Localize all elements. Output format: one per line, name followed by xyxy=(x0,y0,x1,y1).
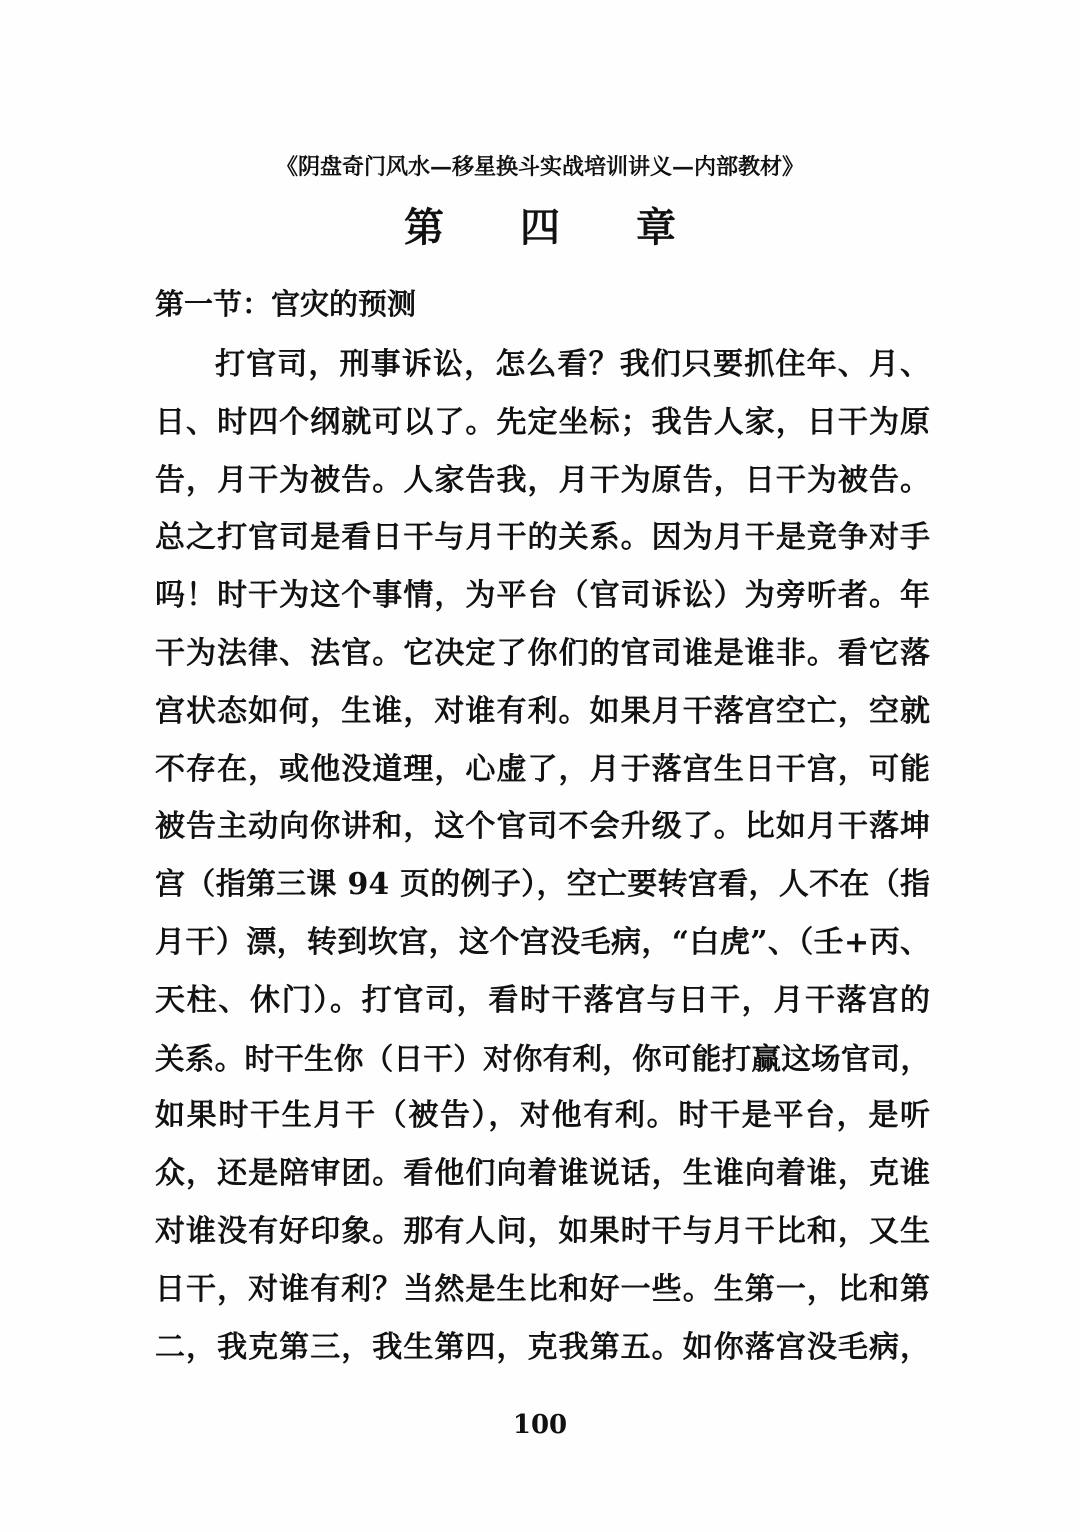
page-number: 100 xyxy=(512,1410,568,1440)
body-line: 月干）漂，转到坎宫，这个宫没毛病，“白虎”、（壬+丙、 xyxy=(155,924,930,960)
running-head: 《阴盘奇门风水—移星换斗实战培训讲义—内部教材》 xyxy=(275,154,804,180)
body-line: 日、时四个纲就可以了。先定坐标；我告人家，日干为原 xyxy=(155,404,930,440)
section-title: 第一节：官灾的预测 xyxy=(155,287,417,321)
body-line: 被告主动向你讲和，这个官司不会升级了。比如月干落坤 xyxy=(155,809,930,845)
chapter-title xyxy=(0,196,1080,253)
body-line: 宫（指第三课 94 页的例子），空亡要转宫看，人不在（指 xyxy=(155,867,930,903)
body-text xyxy=(155,336,930,1376)
chapter-title-char: 四 xyxy=(520,204,560,251)
body-line: 众，还是陪审团。看他们向着谁说话，生谁向着谁，克谁 xyxy=(155,1156,930,1192)
body-line: 天柱、休门）。打官司，看时干落宫与日干，月干落宫的 xyxy=(155,982,930,1018)
body-line: 告，月干为被告。人家告我，月干为原告，日干为被告。 xyxy=(155,462,930,498)
body-line: 不存在，或他没道理，心虚了，月于落宫生日干宫，可能 xyxy=(155,751,930,787)
body-line: 如果时干生月干（被告），对他有利。时干是平台，是听 xyxy=(155,1098,930,1134)
body-line: 总之打官司是看日干与月干的关系。因为月干是竞争对手 xyxy=(155,520,930,556)
chapter-title-char: 章 xyxy=(636,204,676,251)
chapter-title-char: 第 xyxy=(404,204,444,251)
body-line: 对谁没有好印象。那有人问，如果时干与月干比和，又生 xyxy=(155,1213,930,1249)
body-line: 二，我克第三，我生第四，克我第五。如你落宫没毛病， xyxy=(155,1329,930,1365)
body-line: 干为法律、法官。它决定了你们的官司谁是谁非。看它落 xyxy=(155,635,930,671)
body-line: 关系。时干生你（日干）对你有利，你可能打赢这场官司， xyxy=(155,1040,930,1076)
body-line: 打官司，刑事诉讼，怎么看？我们只要抓住年、月、 xyxy=(215,347,930,382)
body-line: 吗！时干为这个事情，为平台（官司诉讼）为旁听者。年 xyxy=(155,578,930,614)
body-line: 宫状态如何，生谁，对谁有利。如果月干落宫空亡，空就 xyxy=(155,693,930,729)
body-line: 日干，对谁有利？当然是生比和好一些。生第一，比和第 xyxy=(155,1271,930,1307)
